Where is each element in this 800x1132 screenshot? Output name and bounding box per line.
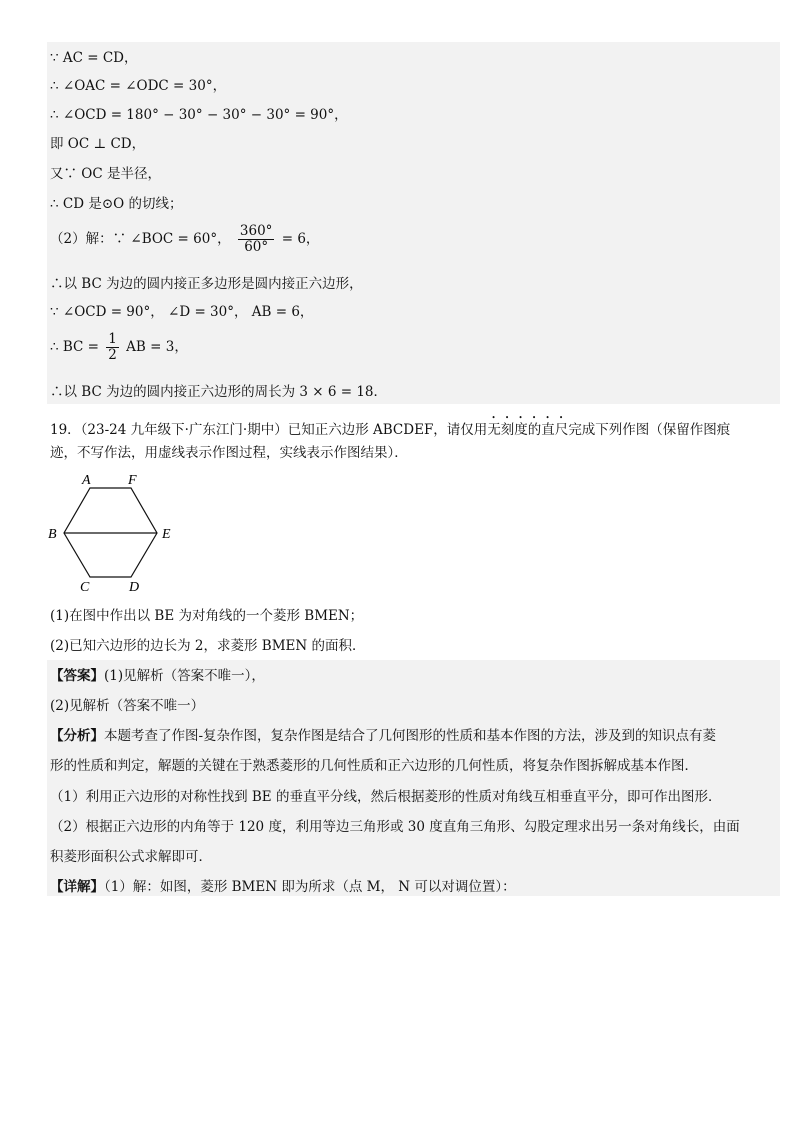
sol-text: （2）解：∵ ∠BOC = 60°，: [50, 231, 231, 247]
sol-line: ∴以 BC 为边的圆内接正多边形是圆内接正六边形，: [50, 276, 363, 292]
sub-question: (1)在图中作出以 BE 为对角线的一个菱形 BMEN；: [50, 608, 364, 624]
question-line: [50, 414, 730, 440]
analysis-line: 形的性质和判定，解题的关键在于熟悉菱形的几何性质和正六边形的几何性质，将复杂作图拆解成基本作图．: [50, 758, 698, 774]
sol-line-fraction: [50, 332, 188, 363]
analysis-line: （2）根据正六边形的内角等于 120 度，利用等边三角形或 30 度直角三角形、勾股定理求出另一条对角线长，由面: [50, 819, 740, 835]
analysis-text: 本题考查了作图-复杂作图，复杂作图是结合了几何图形的性质和基本作图的方法，涉及到的知识点有菱: [104, 728, 717, 744]
answer-text: (1)见解析（答案不唯一），: [104, 668, 265, 684]
detail-tag: 【详解】: [50, 879, 104, 895]
answer-tag: 【答案】: [50, 668, 104, 684]
sub-question: (2)已知六边形的边长为 2，求菱形 BMEN 的面积．: [50, 638, 366, 654]
sol-line-fraction: [50, 224, 319, 255]
sol-line: ∵ ∠OCD = 90°， ∠D = 30°， AB = 6，: [50, 304, 314, 320]
fraction-one-half: [106, 332, 119, 363]
hexagon-figure: [40, 470, 190, 595]
fraction-denominator: 60°: [244, 239, 269, 255]
sol-line: 即 OC ⊥ CD，: [50, 136, 146, 152]
sol-line: ∴ CD 是⊙O 的切线；: [50, 196, 183, 212]
analysis-line: [50, 726, 716, 746]
answer-line: (2)见解析（答案不唯一）: [50, 698, 205, 714]
analysis-line: （1）利用正六边形的对称性找到 BE 的垂直平分线，然后根据菱形的性质对角线互相垂直平分，即可作出图形．: [50, 789, 722, 805]
sol-line: 又∵ OC 是半径，: [50, 166, 161, 182]
sol-text: = 6，: [281, 231, 320, 247]
answer-line: [50, 666, 265, 686]
detail-text: （1）解：如图，菱形 BMEN 即为所求（点 M， N 可以对调位置）：: [104, 879, 516, 895]
label-d: D: [129, 580, 140, 595]
sol-line: ∴ ∠OAC = ∠ODC = 30°，: [50, 78, 227, 94]
fraction-numerator: 360°: [239, 223, 273, 239]
question-line: 迹，不写作法，用虚线表示作图过程，实线表示作图结果）．: [50, 445, 408, 461]
fraction-numerator: 1: [108, 331, 117, 347]
analysis-line: 积菱形面积公式求解即可．: [50, 849, 212, 865]
label-e: E: [162, 527, 171, 542]
fraction-denominator: 2: [108, 347, 117, 363]
label-a: A: [82, 473, 91, 488]
label-f: F: [128, 473, 137, 488]
sol-text: ∴ BC =: [50, 339, 99, 355]
sol-line: ∴以 BC 为边的圆内接正六边形的周长为 3 × 6 = 18．: [50, 384, 388, 400]
label-c: C: [80, 580, 90, 595]
detail-line: [50, 877, 516, 897]
question-text: 19．（23-24 九年级下·广东江门·期中）已知正六边形 ABCDEF，请仅用: [50, 422, 488, 438]
label-b: B: [48, 527, 57, 542]
sol-line: ∴ ∠OCD = 180° − 30° − 30° − 30° = 90°，: [50, 107, 348, 123]
question-text: 完成下列作图（保留作图痕: [568, 422, 731, 438]
sol-line: ∵ AC = CD，: [50, 50, 138, 66]
sol-text: AB = 3，: [126, 339, 188, 355]
analysis-tag: 【分析】: [50, 728, 104, 744]
fraction-360-60: [238, 224, 275, 255]
emphasis-text: 无刻度的直尺: [487, 422, 569, 438]
